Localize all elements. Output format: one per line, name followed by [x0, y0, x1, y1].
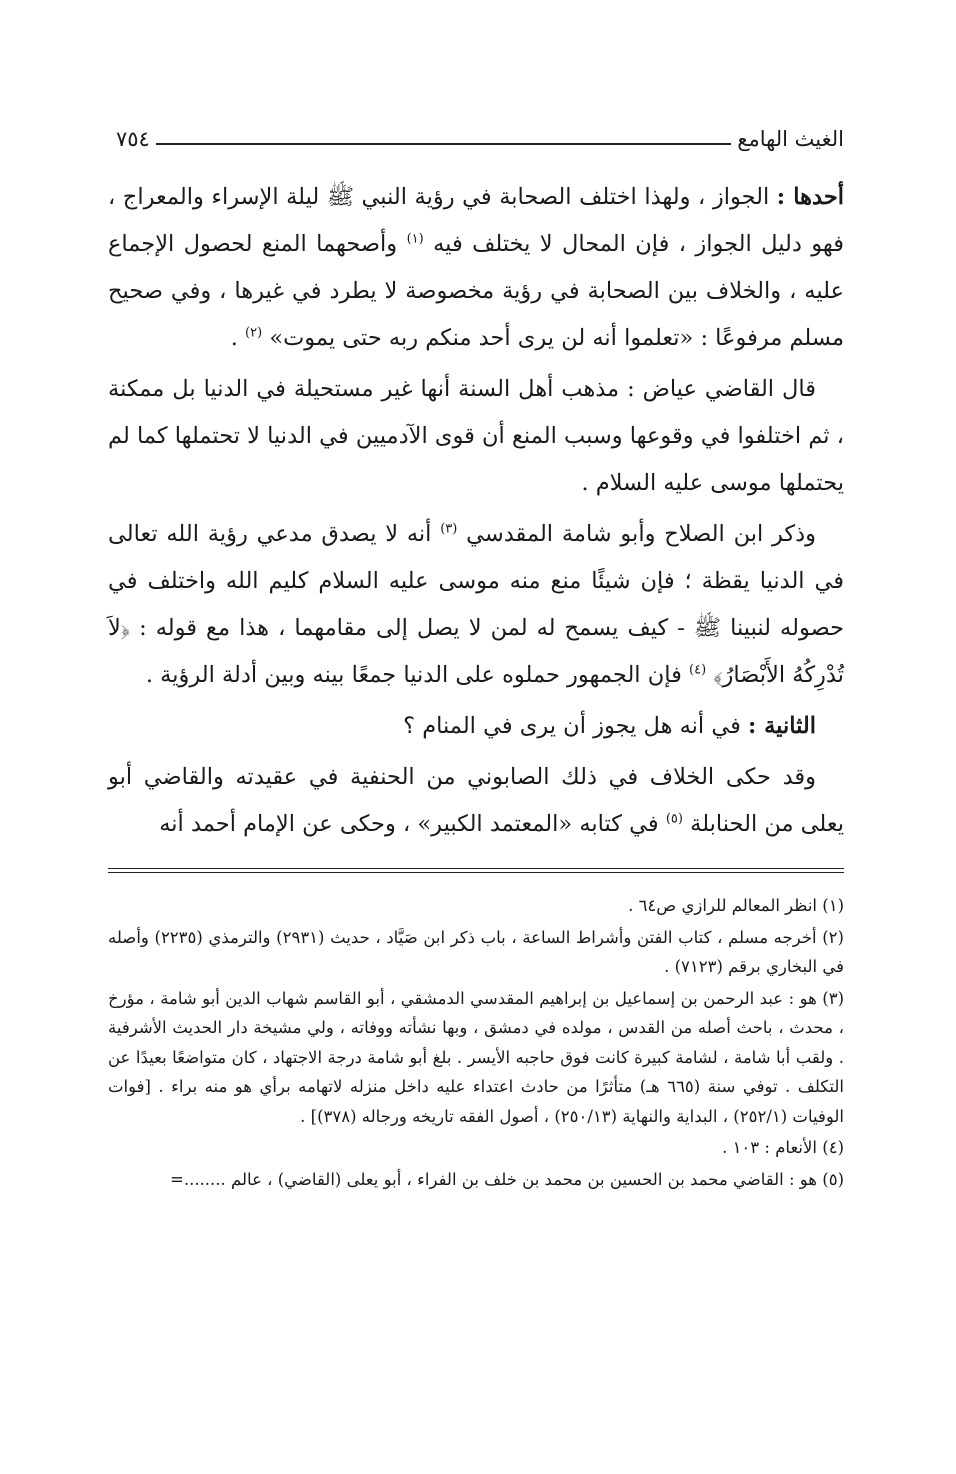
page-number: ٧٥٤	[116, 127, 150, 151]
footnote-ref: (٤)	[689, 662, 707, 678]
paragraph-text: أنه لا يصدق مدعي رؤية الله تعالى في الدنيا يقظة ؛ فإن شيئًا منع منه موسى عليه السلام كليم الله واختلف في حصوله لنبينا ﷺ - كيف يسمح له لمن لا يصل إلى مقامهما ، هذا مع قوله : ﴿لاَ تُدْرِكُهُ الأَبْصَارُ﴾	[108, 521, 844, 688]
footnote-ref: (٥)	[665, 811, 683, 827]
paragraph-end: .	[230, 325, 238, 351]
footnotes	[108, 891, 844, 1194]
header-rule	[156, 143, 731, 145]
footnote-1: (١) انظر المعالم للرازي ص٦٤ .	[628, 896, 844, 915]
footnote-separator	[108, 868, 844, 873]
main-text	[108, 174, 844, 848]
footnote-ref: (١)	[406, 231, 424, 247]
book-title: الغيث الهامع	[737, 127, 844, 151]
paragraph-text: الجواز ، ولهذا اختلف الصحابة في رؤية النبي ﷺ ليلة الإسراء والمعراج ، فهو دليل الجواز ، فإن المحال لا يختلف فيه	[108, 184, 844, 257]
paragraph-iyad: قال القاضي عياض : مذهب أهل السنة أنها غير مستحيلة في الدنيا بل ممكنة ، ثم اختلفوا في وقوعها وسبب المنع أن قوى الآدميين في الدنيا لا تحتملها كما لم يحتملها موسى عليه السلام .	[108, 376, 844, 496]
footnote-4: (٤) الأنعام : ١٠٣ .	[722, 1138, 844, 1157]
paragraph-first	[108, 174, 844, 362]
paragraph-ibn-salah	[108, 511, 844, 699]
running-header	[108, 118, 844, 160]
footnote-2: (٢) أخرجه مسلم ، كتاب الفتن وأشراط الساعة ، باب ذكر ابن صَيَّاد ، حديث (٢٩٣١) والترمذي (٢٢٣٥) وأصله في البخاري برقم (٧١٢٣) .	[108, 927, 844, 976]
paragraph-text: في كتابه «المعتمد الكبير» ، وحكى عن الإمام أحمد أنه	[159, 811, 659, 837]
footnote-ref: (٢)	[245, 325, 263, 341]
book-page	[108, 118, 844, 1196]
paragraph-text: وأصحهما المنع لحصول الإجماع عليه ، والخلاف بين الصحابة في رؤية مخصوصة لا يطرد في غيرها ، وفي صحيح مسلم مرفوعًا : «تعلموا أنه لن يرى أحد منكم ربه حتى يموت»	[108, 231, 844, 351]
paragraph-text: في أنه هل يجوز أن يرى في المنام ؟	[403, 713, 741, 739]
footnote-3: (٣) هو : عبد الرحمن بن إسماعيل بن إبراهيم المقدسي الدمشقي ، أبو القاسم شهاب الدين أبو شامة ، مؤرخ ، محدث ، باحث أصله من القدس ، مولده في دمشق ، وبها نشأته ووفاته ، ولي مشيخة دار الحديث الأشرفية . ولقب أبا شامة ، لشامة كبيرة كانت فوق حاجبه الأيسر . بلغ أبو شامة درجة الاجتهاد ، كان متواضعًا بعيدًا عن التكلف . توفي سنة (٦٦٥ هـ) متأثرًا من حادث اعتداء عليه داخل منزله لاتهامه برأي هو منه براء . [فوات الوفيات (٢٥٢/١) ، البداية والنهاية (٢٥٠/١٣) ، أصول الفقه تاريخه ورجاله (٣٧٨)] .	[108, 988, 844, 1126]
paragraph-label: أحدها :	[776, 184, 844, 210]
paragraph-sabuni	[108, 754, 844, 848]
paragraph-text: وقد حكى الخلاف في ذلك الصابوني من الحنفية في عقيدته والقاضي أبو يعلى من الحنابلة	[108, 764, 844, 837]
paragraph-second	[108, 703, 844, 750]
paragraph-text: وذكر ابن الصلاح وأبو شامة المقدسي	[466, 521, 816, 547]
footnote-ref: (٣)	[440, 521, 458, 537]
paragraph-label: الثانية :	[747, 713, 816, 739]
footnote-5: (٥) هو : القاضي محمد بن الحسين بن محمد بن خلف بن الفراء ، أبو يعلى (القاضي) ، عالم ........=	[170, 1169, 844, 1189]
paragraph-text: فإن الجمهور حملوه على الدنيا جمعًا بينه وبين أدلة الرؤية .	[145, 662, 682, 688]
